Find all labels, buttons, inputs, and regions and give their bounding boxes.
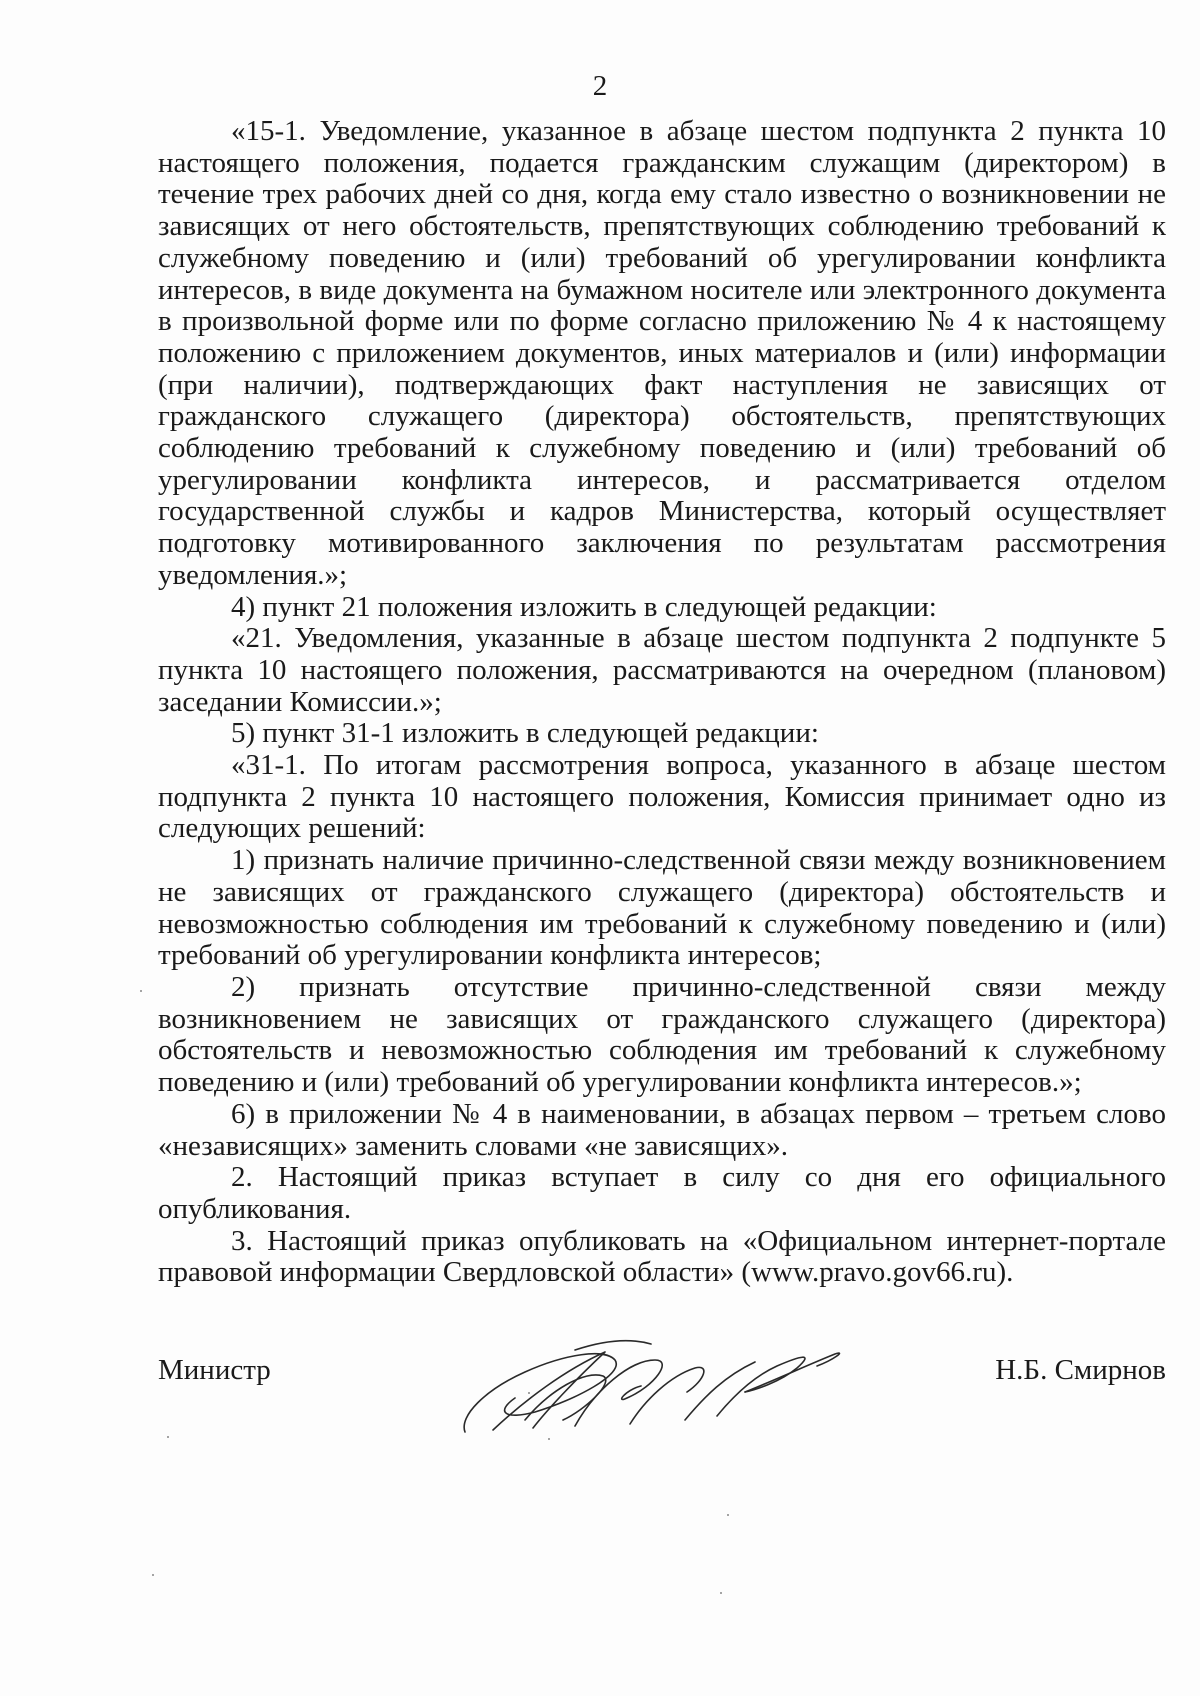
scan-speck: [548, 1438, 550, 1440]
document-body: [158, 116, 1166, 1289]
scan-speck: [167, 1436, 169, 1438]
signatory-name: Н.Б. Смирнов: [995, 1354, 1166, 1386]
handwritten-signature: [455, 1320, 875, 1450]
scan-speck: [152, 1574, 154, 1576]
scan-speck: [528, 1392, 530, 1394]
paragraph-order-3: 3. Настоящий приказ опубликовать на «Официальном интернет-портале правовой информации Свердловской области» (www.pravo.gov66.ru).: [158, 1224, 1166, 1289]
paragraph-decision-1: 1) признать наличие причинно-следственной связи между возникновением не зависящих от гражданского служащего (директора) обстоятельств и невозможностью соблюдения им требований к служебному поведению и (или) требований об урегулировании конфликта интересов;: [158, 844, 1166, 972]
paragraph-item-6: 6) в приложении № 4 в наименовании, в абзацах первом – третьем слово «независящих» заменить словами «не зависящих».: [158, 1097, 1166, 1162]
paragraph-decision-2: 2) признать отсутствие причинно-следственной связи между возникновением не зависящих от гражданского служащего (директора) обстоятельств и невозможностью соблюдения им требований к служебному поведению и (или) требований об урегулировании конфликта интересов.»;: [158, 970, 1166, 1099]
scan-speck: [727, 1514, 729, 1516]
paragraph-15-1: «15-1. Уведомление, указанное в абзаце шестом подпункта 2 пункта 10 настоящего положения, подается гражданским служащим (директором) в течение трех рабочих дней со дня, когда ему стало известно о возникновении не зависящих от него обстоятельств, препятствующих соблюдению требований к служебному поведению и (или) требований об урегулировании конфликта интересов, в виде документа на бумажном носителе или электронного документа в произвольной форме или по форме согласно приложению № 4 к настоящему положению с приложением документов, иных материалов и (или) информации (при наличии), подтверждающих факт наступления не зависящих от гражданского служащего (директора) обстоятельств, препятствующих соблюдению требований к служебному поведению и (или) требований об урегулировании конфликта интересов, и рассматривается отделом государственной службы и кадров Министерства, который осуществляет подготовку мотивированного заключения по результатам рассмотрения уведомления.»;: [158, 115, 1166, 591]
paragraph-21: «21. Уведомления, указанные в абзаце шестом подпункта 2 подпункте 5 пункта 10 настоящего положения, рассматриваются на очередном (плановом) заседании Комиссии.»;: [158, 622, 1166, 718]
scan-speck: [720, 1592, 722, 1594]
paragraph-item-4: 4) пункт 21 положения изложить в следующей редакции:: [231, 590, 937, 623]
paragraph-item-5: 5) пункт 31-1 изложить в следующей редакции:: [231, 717, 819, 750]
paragraph-order-2: 2. Настоящий приказ вступает в силу со дня его официального опубликования.: [158, 1161, 1166, 1225]
paragraph-31-1: «31-1. По итогам рассмотрения вопроса, указанного в абзаце шестом подпункта 2 пункта 10 настоящего положения, Комиссия принимает одно из следующих решений:: [158, 749, 1166, 845]
page-number: 2: [592, 70, 608, 102]
signatory-title: Министр: [158, 1354, 271, 1386]
scan-speck: [140, 990, 142, 992]
